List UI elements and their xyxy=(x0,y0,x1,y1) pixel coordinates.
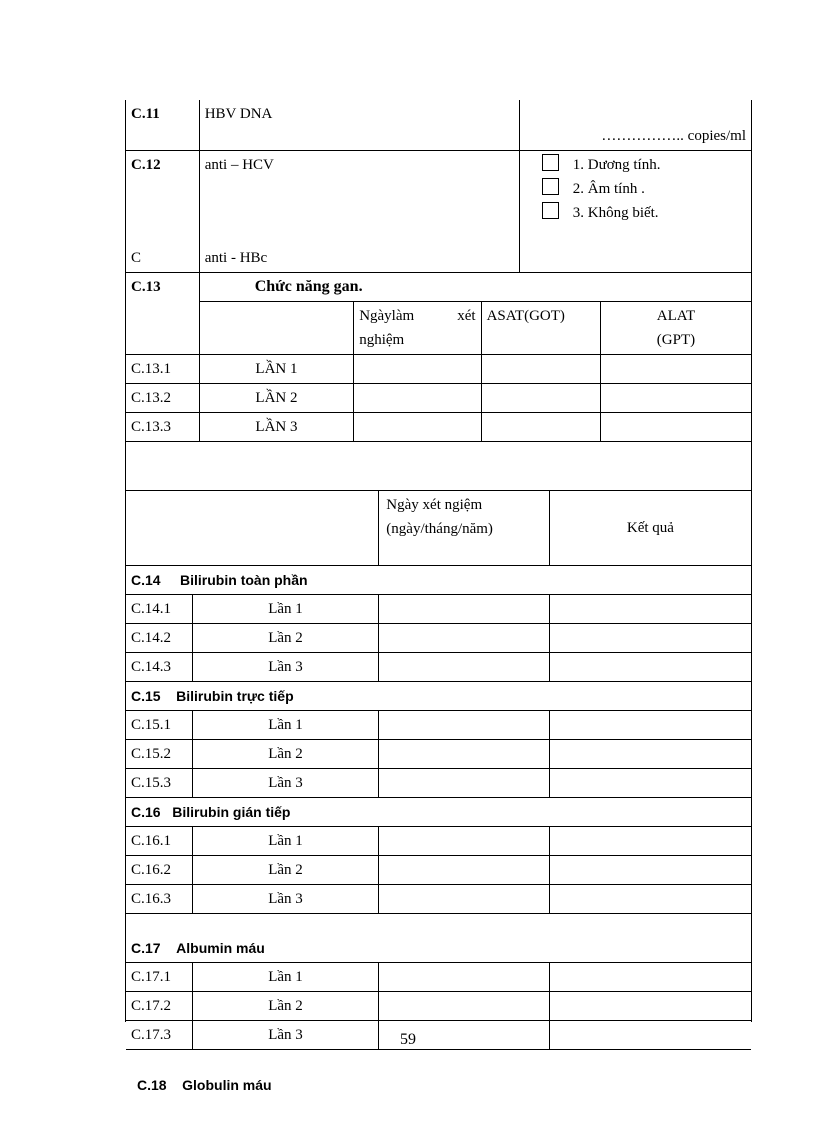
table-row: C.15.1 Lần 1 xyxy=(126,711,751,740)
c15-heading: C.15 Bilirubin trực tiếp xyxy=(126,682,751,711)
table-row: C.13.3 LẦN 3 xyxy=(126,412,751,441)
option-positive[interactable]: 1. Dương tính. xyxy=(542,153,746,177)
c12-code-cell xyxy=(126,150,199,272)
option-negative[interactable]: 2. Âm tính . xyxy=(542,177,746,201)
checkbox-icon[interactable] xyxy=(542,154,559,171)
c12-code2: C xyxy=(131,249,142,266)
c12-label: anti – HCV xyxy=(204,156,274,173)
hbv-hcv-table xyxy=(126,100,751,273)
table-row: C.16.1 Lần 1 xyxy=(126,827,751,856)
date-cell[interactable] xyxy=(379,827,550,856)
date-cell[interactable] xyxy=(354,412,481,441)
result-cell[interactable] xyxy=(549,653,751,682)
alat-cell[interactable] xyxy=(600,383,751,412)
c12-label2: anti - HBc xyxy=(204,249,268,266)
table-row: C.14.3 Lần 3 xyxy=(126,653,751,682)
result-cell[interactable] xyxy=(549,856,751,885)
c17-heading: C.17 Albumin máu xyxy=(126,914,751,963)
spacer-row xyxy=(126,441,751,490)
c11-value: …………….. copies/ml xyxy=(519,100,751,150)
header2-blank xyxy=(126,491,379,566)
date-cell[interactable] xyxy=(379,653,550,682)
c13-header-asat: ASAT(GOT) xyxy=(481,301,600,354)
result-cell[interactable] xyxy=(549,992,751,1021)
table-row: C.17.3 Lần 3 xyxy=(126,1021,751,1050)
asat-cell[interactable] xyxy=(481,412,600,441)
liver-function-table xyxy=(126,273,751,491)
c16-heading: C.16 Bilirubin gián tiếp xyxy=(126,798,751,827)
table-row: C.15.3 Lần 3 xyxy=(126,769,751,798)
c13-title: Chức năng gan. xyxy=(199,273,751,302)
c12-code: C.12 xyxy=(131,156,161,173)
c13-header-alat: ALAT (GPT) xyxy=(600,301,751,354)
checkbox-icon[interactable] xyxy=(542,202,559,219)
c13-header-date: Ngàylàm xét nghiệm xyxy=(354,301,481,354)
date-cell[interactable] xyxy=(354,383,481,412)
asat-cell[interactable] xyxy=(481,354,600,383)
date-cell[interactable] xyxy=(379,769,550,798)
option-unknown[interactable]: 3. Không biết. xyxy=(542,201,746,225)
table-row: C.14.2 Lần 2 xyxy=(126,624,751,653)
table-row: C.17.1 Lần 1 xyxy=(126,963,751,992)
asat-cell[interactable] xyxy=(481,383,600,412)
c12-options xyxy=(519,150,751,272)
result-cell[interactable] xyxy=(549,885,751,914)
result-cell[interactable] xyxy=(549,624,751,653)
table-row: C.15.2 Lần 2 xyxy=(126,740,751,769)
result-cell[interactable] xyxy=(549,769,751,798)
date-cell[interactable] xyxy=(379,992,550,1021)
result-cell[interactable] xyxy=(549,740,751,769)
result-cell[interactable] xyxy=(549,711,751,740)
table-row: C.13.2 LẦN 2 xyxy=(126,383,751,412)
c13-code: C.13 xyxy=(126,273,199,355)
c18-heading: C.18 Globulin máu xyxy=(126,1050,751,1099)
table-row: C.16.2 Lần 2 xyxy=(126,856,751,885)
table-row: C.13.1 LẦN 1 xyxy=(126,354,751,383)
header2-result: Kết quả xyxy=(549,491,751,566)
date-cell[interactable] xyxy=(379,856,550,885)
alat-cell[interactable] xyxy=(600,412,751,441)
c13-header-blank xyxy=(199,301,353,354)
date-cell[interactable] xyxy=(354,354,481,383)
date-cell[interactable] xyxy=(379,963,550,992)
checkbox-icon[interactable] xyxy=(542,178,559,195)
result-cell[interactable] xyxy=(549,595,751,624)
table-row: C.16.3 Lần 3 xyxy=(126,885,751,914)
header2-date: Ngày xét ngiệm (ngày/tháng/năm) xyxy=(379,491,550,566)
c11-code: C.11 xyxy=(126,100,199,150)
date-cell[interactable] xyxy=(379,595,550,624)
alat-cell[interactable] xyxy=(600,354,751,383)
result-cell[interactable] xyxy=(549,963,751,992)
date-cell[interactable] xyxy=(379,885,550,914)
table-row: C.17.2 Lần 2 xyxy=(126,992,751,1021)
date-cell[interactable] xyxy=(379,740,550,769)
bilirubin-table xyxy=(126,491,751,1099)
c11-label: HBV DNA xyxy=(199,100,519,150)
c14-heading: C.14 Bilirubin toàn phần xyxy=(126,566,751,595)
c12-label-cell xyxy=(199,150,519,272)
result-cell[interactable] xyxy=(549,827,751,856)
date-cell[interactable] xyxy=(379,711,550,740)
table-row: C.14.1 Lần 1 xyxy=(126,595,751,624)
page-number: 59 xyxy=(400,1031,416,1048)
date-cell[interactable] xyxy=(379,624,550,653)
